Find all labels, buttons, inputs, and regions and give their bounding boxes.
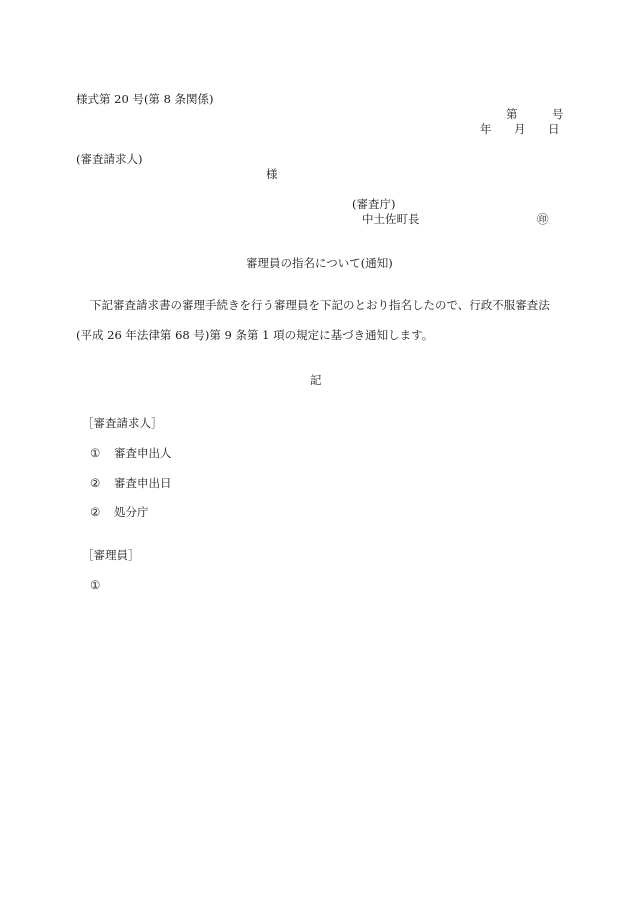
list-item xyxy=(90,578,114,592)
section-heading-examiner: ［審理員］ xyxy=(82,548,140,562)
date-day-label: 日 xyxy=(548,122,560,136)
list-item xyxy=(90,446,172,460)
recipient-honorific: 様 xyxy=(266,167,278,181)
item-number: ② xyxy=(90,476,101,490)
document-title: 審理員の指名について(通知) xyxy=(246,256,393,270)
ki-heading: 記 xyxy=(310,373,322,387)
form-number: 様式第 20 号(第 8 条関係) xyxy=(76,92,214,106)
document-number-go: 号 xyxy=(552,107,564,121)
list-item xyxy=(90,505,149,519)
list-item xyxy=(90,476,172,490)
body-text-line-2: (平成 26 年法律第 68 号)第 9 条第 1 項の規定に基づき通知します。 xyxy=(76,328,434,342)
recipient-label: (審査請求人) xyxy=(76,152,143,166)
item-number: ② xyxy=(90,505,101,519)
item-label: 審査申出人 xyxy=(114,446,172,460)
date-month-label: 月 xyxy=(514,122,526,136)
seal-mark: ㊞ xyxy=(537,212,549,226)
body-text-line-1: 下記審査請求書の審理手続きを行う審理員を下記のとおり指名したので、行政不服審査法 xyxy=(90,298,550,312)
agency-label: (審査庁) xyxy=(352,197,396,211)
item-label: 処分庁 xyxy=(114,505,149,519)
item-label: 審査申出日 xyxy=(114,476,172,490)
item-number: ① xyxy=(90,578,101,592)
agency-name: 中土佐町長 xyxy=(362,212,420,226)
date-year-label: 年 xyxy=(480,122,492,136)
section-heading-claimant: ［審査請求人］ xyxy=(82,416,163,430)
document-number-dai: 第 xyxy=(506,107,518,121)
item-number: ① xyxy=(90,446,101,460)
